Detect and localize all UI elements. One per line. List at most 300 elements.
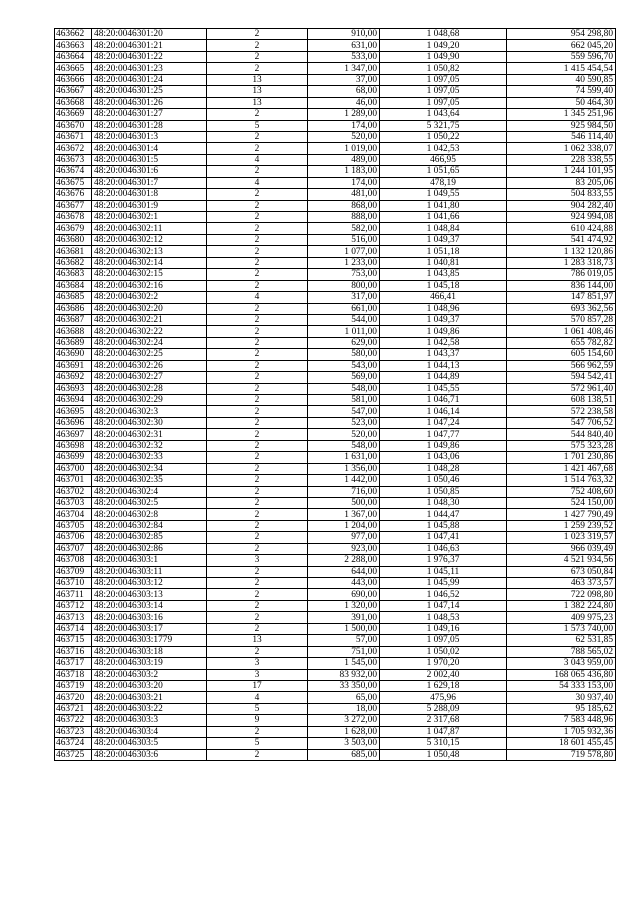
category-code-cell: 2 xyxy=(207,578,308,589)
cadastral-value-cell: 1 573 740,00 xyxy=(507,623,616,634)
table-row xyxy=(55,440,616,451)
cadastral-number-cell: 48:20:0046302:35 xyxy=(92,475,207,486)
specific-value-cell: 466,95 xyxy=(380,154,507,165)
cadastral-value-cell: 924 994,08 xyxy=(507,212,616,223)
area-cell: 888,00 xyxy=(308,212,380,223)
category-code-cell: 2 xyxy=(207,349,308,360)
cadastral-value-cell: 693 362,56 xyxy=(507,303,616,314)
table-row xyxy=(55,234,616,245)
cadastral-number-cell: 48:20:0046301:6 xyxy=(92,166,207,177)
cadastral-value-cell: 1 705 932,36 xyxy=(507,726,616,737)
specific-value-cell: 1 049,86 xyxy=(380,326,507,337)
area-cell: 391,00 xyxy=(308,612,380,623)
specific-value-cell: 1 048,96 xyxy=(380,303,507,314)
row-number-cell: 463681 xyxy=(55,246,92,257)
cadastral-value-cell: 605 154,60 xyxy=(507,349,616,360)
cadastral-number-cell: 48:20:0046301:22 xyxy=(92,51,207,62)
cadastral-number-cell: 48:20:0046301:20 xyxy=(92,29,207,40)
area-cell: 580,00 xyxy=(308,349,380,360)
category-code-cell: 9 xyxy=(207,715,308,726)
row-number-cell: 463704 xyxy=(55,509,92,520)
category-code-cell: 2 xyxy=(207,726,308,737)
specific-value-cell: 1 044,13 xyxy=(380,360,507,371)
cadastral-value-cell: 954 298,80 xyxy=(507,29,616,40)
specific-value-cell: 1 050,82 xyxy=(380,63,507,74)
specific-value-cell: 1 046,52 xyxy=(380,589,507,600)
row-number-cell: 463684 xyxy=(55,280,92,291)
cadastral-number-cell: 48:20:0046302:5 xyxy=(92,497,207,508)
area-cell: 753,00 xyxy=(308,269,380,280)
cadastral-value-cell: 62 531,85 xyxy=(507,635,616,646)
table-row xyxy=(55,395,616,406)
cadastral-value-cell: 547 706,52 xyxy=(507,417,616,428)
category-code-cell: 2 xyxy=(207,543,308,554)
area-cell: 1 011,00 xyxy=(308,326,380,337)
cadastral-value-cell: 83 205,06 xyxy=(507,177,616,188)
category-code-cell: 2 xyxy=(207,383,308,394)
row-number-cell: 463682 xyxy=(55,257,92,268)
area-cell: 65,00 xyxy=(308,692,380,703)
area-cell: 1 367,00 xyxy=(308,509,380,520)
table-row xyxy=(55,120,616,131)
cadastral-value-cell: 925 984,50 xyxy=(507,120,616,131)
specific-value-cell: 1 050,46 xyxy=(380,475,507,486)
cadastral-number-cell: 48:20:0046301:3 xyxy=(92,131,207,142)
cadastral-value-cell: 1 061 408,46 xyxy=(507,326,616,337)
cadastral-number-cell: 48:20:0046301:5 xyxy=(92,154,207,165)
area-cell: 685,00 xyxy=(308,749,380,760)
specific-value-cell: 1 097,05 xyxy=(380,86,507,97)
table-row xyxy=(55,109,616,120)
land-parcel-table xyxy=(54,28,616,761)
category-code-cell: 2 xyxy=(207,109,308,120)
cadastral-number-cell: 48:20:0046302:24 xyxy=(92,337,207,348)
table-row xyxy=(55,63,616,74)
table-row xyxy=(55,417,616,428)
cadastral-number-cell: 48:20:0046302:21 xyxy=(92,314,207,325)
table-row xyxy=(55,372,616,383)
cadastral-number-cell: 48:20:0046302:86 xyxy=(92,543,207,554)
specific-value-cell: 1 047,77 xyxy=(380,429,507,440)
cadastral-number-cell: 48:20:0046301:27 xyxy=(92,109,207,120)
category-code-cell: 2 xyxy=(207,395,308,406)
row-number-cell: 463717 xyxy=(55,658,92,669)
table-row xyxy=(55,520,616,531)
table-row xyxy=(55,97,616,108)
table-row xyxy=(55,86,616,97)
row-number-cell: 463676 xyxy=(55,189,92,200)
cadastral-number-cell: 48:20:0046302:16 xyxy=(92,280,207,291)
row-number-cell: 463685 xyxy=(55,292,92,303)
category-code-cell: 4 xyxy=(207,292,308,303)
table-row xyxy=(55,200,616,211)
category-code-cell: 2 xyxy=(207,223,308,234)
cadastral-number-cell: 48:20:0046302:33 xyxy=(92,452,207,463)
area-cell: 1 545,00 xyxy=(308,658,380,669)
area-cell: 1 347,00 xyxy=(308,63,380,74)
row-number-cell: 463697 xyxy=(55,429,92,440)
cadastral-number-cell: 48:20:0046302:15 xyxy=(92,269,207,280)
table-row xyxy=(55,349,616,360)
category-code-cell: 5 xyxy=(207,120,308,131)
cadastral-number-cell: 48:20:0046302:34 xyxy=(92,463,207,474)
specific-value-cell: 1 048,28 xyxy=(380,463,507,474)
specific-value-cell: 1 047,87 xyxy=(380,726,507,737)
category-code-cell: 2 xyxy=(207,63,308,74)
category-code-cell: 2 xyxy=(207,257,308,268)
category-code-cell: 2 xyxy=(207,452,308,463)
category-code-cell: 2 xyxy=(207,40,308,51)
cadastral-value-cell: 463 373,57 xyxy=(507,578,616,589)
area-cell: 1 356,00 xyxy=(308,463,380,474)
area-cell: 868,00 xyxy=(308,200,380,211)
area-cell: 68,00 xyxy=(308,86,380,97)
cadastral-value-cell: 147 851,97 xyxy=(507,292,616,303)
row-number-cell: 463669 xyxy=(55,109,92,120)
cadastral-number-cell: 48:20:0046303:21 xyxy=(92,692,207,703)
table-row xyxy=(55,383,616,394)
table-row xyxy=(55,646,616,657)
category-code-cell: 2 xyxy=(207,475,308,486)
cadastral-number-cell: 48:20:0046302:20 xyxy=(92,303,207,314)
cadastral-value-cell: 662 045,20 xyxy=(507,40,616,51)
cadastral-value-cell: 3 043 959,00 xyxy=(507,658,616,669)
row-number-cell: 463698 xyxy=(55,440,92,451)
table-row xyxy=(55,703,616,714)
table-row xyxy=(55,166,616,177)
area-cell: 1 289,00 xyxy=(308,109,380,120)
cadastral-value-cell: 1 023 319,57 xyxy=(507,532,616,543)
cadastral-number-cell: 48:20:0046303:1779 xyxy=(92,635,207,646)
category-code-cell: 2 xyxy=(207,429,308,440)
category-code-cell: 5 xyxy=(207,703,308,714)
specific-value-cell: 2 317,68 xyxy=(380,715,507,726)
table-row xyxy=(55,749,616,760)
specific-value-cell: 1 040,81 xyxy=(380,257,507,268)
row-number-cell: 463723 xyxy=(55,726,92,737)
cadastral-value-cell: 752 408,60 xyxy=(507,486,616,497)
table-row xyxy=(55,269,616,280)
row-number-cell: 463696 xyxy=(55,417,92,428)
category-code-cell: 2 xyxy=(207,497,308,508)
cadastral-value-cell: 544 840,40 xyxy=(507,429,616,440)
table-row xyxy=(55,475,616,486)
specific-value-cell: 1 047,41 xyxy=(380,532,507,543)
row-number-cell: 463718 xyxy=(55,669,92,680)
specific-value-cell: 1 049,20 xyxy=(380,40,507,51)
area-cell: 520,00 xyxy=(308,429,380,440)
cadastral-value-cell: 1 345 251,96 xyxy=(507,109,616,120)
row-number-cell: 463686 xyxy=(55,303,92,314)
cadastral-value-cell: 30 937,40 xyxy=(507,692,616,703)
cadastral-number-cell: 48:20:0046302:13 xyxy=(92,246,207,257)
cadastral-number-cell: 48:20:0046302:14 xyxy=(92,257,207,268)
row-number-cell: 463675 xyxy=(55,177,92,188)
row-number-cell: 463708 xyxy=(55,555,92,566)
cadastral-number-cell: 48:20:0046302:29 xyxy=(92,395,207,406)
specific-value-cell: 1 043,85 xyxy=(380,269,507,280)
area-cell: 548,00 xyxy=(308,440,380,451)
area-cell: 910,00 xyxy=(308,29,380,40)
category-code-cell: 13 xyxy=(207,86,308,97)
cadastral-value-cell: 610 424,88 xyxy=(507,223,616,234)
area-cell: 543,00 xyxy=(308,360,380,371)
row-number-cell: 463725 xyxy=(55,749,92,760)
cadastral-number-cell: 48:20:0046302:8 xyxy=(92,509,207,520)
cadastral-number-cell: 48:20:0046303:16 xyxy=(92,612,207,623)
category-code-cell: 2 xyxy=(207,509,308,520)
table-row xyxy=(55,74,616,85)
cadastral-value-cell: 524 150,00 xyxy=(507,497,616,508)
table-row xyxy=(55,246,616,257)
area-cell: 1 442,00 xyxy=(308,475,380,486)
specific-value-cell: 1 045,11 xyxy=(380,566,507,577)
area-cell: 661,00 xyxy=(308,303,380,314)
row-number-cell: 463710 xyxy=(55,578,92,589)
specific-value-cell: 1 044,89 xyxy=(380,372,507,383)
specific-value-cell: 1 049,90 xyxy=(380,51,507,62)
row-number-cell: 463702 xyxy=(55,486,92,497)
cadastral-number-cell: 48:20:0046301:8 xyxy=(92,189,207,200)
table-row xyxy=(55,154,616,165)
table-row xyxy=(55,326,616,337)
row-number-cell: 463667 xyxy=(55,86,92,97)
cadastral-number-cell: 48:20:0046303:20 xyxy=(92,680,207,691)
table-row xyxy=(55,543,616,554)
category-code-cell: 4 xyxy=(207,154,308,165)
area-cell: 523,00 xyxy=(308,417,380,428)
area-cell: 716,00 xyxy=(308,486,380,497)
area-cell: 37,00 xyxy=(308,74,380,85)
category-code-cell: 2 xyxy=(207,143,308,154)
table-row xyxy=(55,131,616,142)
cadastral-value-cell: 1 421 467,68 xyxy=(507,463,616,474)
table-row xyxy=(55,658,616,669)
area-cell: 3 272,00 xyxy=(308,715,380,726)
row-number-cell: 463692 xyxy=(55,372,92,383)
specific-value-cell: 1 045,55 xyxy=(380,383,507,394)
specific-value-cell: 1 042,53 xyxy=(380,143,507,154)
area-cell: 548,00 xyxy=(308,383,380,394)
cadastral-value-cell: 719 578,80 xyxy=(507,749,616,760)
row-number-cell: 463709 xyxy=(55,566,92,577)
category-code-cell: 2 xyxy=(207,280,308,291)
row-number-cell: 463714 xyxy=(55,623,92,634)
category-code-cell: 2 xyxy=(207,463,308,474)
cadastral-value-cell: 541 474,92 xyxy=(507,234,616,245)
category-code-cell: 2 xyxy=(207,612,308,623)
area-cell: 18,00 xyxy=(308,703,380,714)
cadastral-value-cell: 608 138,51 xyxy=(507,395,616,406)
area-cell: 489,00 xyxy=(308,154,380,165)
area-cell: 1 077,00 xyxy=(308,246,380,257)
cadastral-value-cell: 722 098,80 xyxy=(507,589,616,600)
cadastral-value-cell: 7 583 448,96 xyxy=(507,715,616,726)
area-cell: 582,00 xyxy=(308,223,380,234)
specific-value-cell: 1 043,64 xyxy=(380,109,507,120)
category-code-cell: 2 xyxy=(207,749,308,760)
table-row xyxy=(55,680,616,691)
cadastral-value-cell: 566 962,59 xyxy=(507,360,616,371)
area-cell: 516,00 xyxy=(308,234,380,245)
cadastral-number-cell: 48:20:0046303:2 xyxy=(92,669,207,680)
category-code-cell: 2 xyxy=(207,623,308,634)
category-code-cell: 2 xyxy=(207,234,308,245)
row-number-cell: 463665 xyxy=(55,63,92,74)
row-number-cell: 463664 xyxy=(55,51,92,62)
specific-value-cell: 1 045,18 xyxy=(380,280,507,291)
row-number-cell: 463722 xyxy=(55,715,92,726)
specific-value-cell: 2 002,40 xyxy=(380,669,507,680)
row-number-cell: 463695 xyxy=(55,406,92,417)
specific-value-cell: 1 041,66 xyxy=(380,212,507,223)
cadastral-number-cell: 48:20:0046303:4 xyxy=(92,726,207,737)
specific-value-cell: 5 321,75 xyxy=(380,120,507,131)
specific-value-cell: 1 048,68 xyxy=(380,29,507,40)
cadastral-value-cell: 966 039,49 xyxy=(507,543,616,554)
area-cell: 1 019,00 xyxy=(308,143,380,154)
row-number-cell: 463720 xyxy=(55,692,92,703)
table-row xyxy=(55,337,616,348)
cadastral-value-cell: 54 333 153,00 xyxy=(507,680,616,691)
category-code-cell: 2 xyxy=(207,646,308,657)
cadastral-value-cell: 655 782,82 xyxy=(507,337,616,348)
category-code-cell: 2 xyxy=(207,440,308,451)
table-row xyxy=(55,497,616,508)
cadastral-value-cell: 594 542,41 xyxy=(507,372,616,383)
cadastral-value-cell: 904 282,40 xyxy=(507,200,616,211)
cadastral-number-cell: 48:20:0046302:32 xyxy=(92,440,207,451)
cadastral-value-cell: 559 596,70 xyxy=(507,51,616,62)
row-number-cell: 463724 xyxy=(55,738,92,749)
specific-value-cell: 1 049,55 xyxy=(380,189,507,200)
row-number-cell: 463694 xyxy=(55,395,92,406)
cadastral-value-cell: 50 464,30 xyxy=(507,97,616,108)
category-code-cell: 4 xyxy=(207,177,308,188)
table-row xyxy=(55,635,616,646)
area-cell: 1 500,00 xyxy=(308,623,380,634)
area-cell: 751,00 xyxy=(308,646,380,657)
row-number-cell: 463666 xyxy=(55,74,92,85)
cadastral-number-cell: 48:20:0046302:84 xyxy=(92,520,207,531)
cadastral-number-cell: 48:20:0046303:13 xyxy=(92,589,207,600)
category-code-cell: 2 xyxy=(207,326,308,337)
row-number-cell: 463688 xyxy=(55,326,92,337)
row-number-cell: 463706 xyxy=(55,532,92,543)
area-cell: 547,00 xyxy=(308,406,380,417)
table-row xyxy=(55,509,616,520)
row-number-cell: 463680 xyxy=(55,234,92,245)
category-code-cell: 13 xyxy=(207,97,308,108)
category-code-cell: 2 xyxy=(207,406,308,417)
table-row xyxy=(55,623,616,634)
table-body xyxy=(55,29,616,761)
cadastral-number-cell: 48:20:0046303:22 xyxy=(92,703,207,714)
area-cell: 443,00 xyxy=(308,578,380,589)
table-row xyxy=(55,566,616,577)
cadastral-value-cell: 1 132 120,86 xyxy=(507,246,616,257)
area-cell: 800,00 xyxy=(308,280,380,291)
row-number-cell: 463672 xyxy=(55,143,92,154)
table-row xyxy=(55,715,616,726)
row-number-cell: 463677 xyxy=(55,200,92,211)
cadastral-value-cell: 570 857,28 xyxy=(507,314,616,325)
cadastral-value-cell: 1 415 454,54 xyxy=(507,63,616,74)
table-row xyxy=(55,143,616,154)
row-number-cell: 463703 xyxy=(55,497,92,508)
table-row xyxy=(55,314,616,325)
category-code-cell: 2 xyxy=(207,166,308,177)
cadastral-number-cell: 48:20:0046303:6 xyxy=(92,749,207,760)
table-row xyxy=(55,669,616,680)
area-cell: 1 233,00 xyxy=(308,257,380,268)
cadastral-number-cell: 48:20:0046301:7 xyxy=(92,177,207,188)
area-cell: 1 320,00 xyxy=(308,600,380,611)
category-code-cell: 2 xyxy=(207,51,308,62)
specific-value-cell: 466,41 xyxy=(380,292,507,303)
cadastral-number-cell: 48:20:0046303:3 xyxy=(92,715,207,726)
specific-value-cell: 1 050,48 xyxy=(380,749,507,760)
cadastral-value-cell: 575 323,28 xyxy=(507,440,616,451)
row-number-cell: 463707 xyxy=(55,543,92,554)
cadastral-number-cell: 48:20:0046301:26 xyxy=(92,97,207,108)
specific-value-cell: 1 049,37 xyxy=(380,234,507,245)
area-cell: 500,00 xyxy=(308,497,380,508)
specific-value-cell: 1 046,71 xyxy=(380,395,507,406)
cadastral-number-cell: 48:20:0046302:22 xyxy=(92,326,207,337)
cadastral-value-cell: 836 144,00 xyxy=(507,280,616,291)
area-cell: 977,00 xyxy=(308,532,380,543)
category-code-cell: 2 xyxy=(207,566,308,577)
cadastral-value-cell: 1 427 790,49 xyxy=(507,509,616,520)
category-code-cell: 2 xyxy=(207,337,308,348)
specific-value-cell: 1 629,18 xyxy=(380,680,507,691)
table-row xyxy=(55,212,616,223)
area-cell: 83 932,00 xyxy=(308,669,380,680)
category-code-cell: 2 xyxy=(207,303,308,314)
category-code-cell: 2 xyxy=(207,246,308,257)
cadastral-number-cell: 48:20:0046302:28 xyxy=(92,383,207,394)
cadastral-value-cell: 168 065 436,80 xyxy=(507,669,616,680)
cadastral-value-cell: 1 062 338,07 xyxy=(507,143,616,154)
cadastral-value-cell: 95 185,62 xyxy=(507,703,616,714)
table-row xyxy=(55,257,616,268)
cadastral-number-cell: 48:20:0046301:4 xyxy=(92,143,207,154)
row-number-cell: 463716 xyxy=(55,646,92,657)
specific-value-cell: 1 042,58 xyxy=(380,337,507,348)
row-number-cell: 463715 xyxy=(55,635,92,646)
area-cell: 57,00 xyxy=(308,635,380,646)
cadastral-number-cell: 48:20:0046302:1 xyxy=(92,212,207,223)
category-code-cell: 4 xyxy=(207,692,308,703)
table-row xyxy=(55,177,616,188)
row-number-cell: 463674 xyxy=(55,166,92,177)
row-number-cell: 463712 xyxy=(55,600,92,611)
area-cell: 174,00 xyxy=(308,120,380,131)
table-row xyxy=(55,280,616,291)
area-cell: 629,00 xyxy=(308,337,380,348)
cadastral-number-cell: 48:20:0046302:85 xyxy=(92,532,207,543)
cadastral-number-cell: 48:20:0046301:9 xyxy=(92,200,207,211)
specific-value-cell: 1 046,14 xyxy=(380,406,507,417)
area-cell: 690,00 xyxy=(308,589,380,600)
area-cell: 1 204,00 xyxy=(308,520,380,531)
category-code-cell: 2 xyxy=(207,200,308,211)
cadastral-value-cell: 228 338,55 xyxy=(507,154,616,165)
cadastral-value-cell: 409 975,23 xyxy=(507,612,616,623)
cadastral-number-cell: 48:20:0046302:25 xyxy=(92,349,207,360)
area-cell: 631,00 xyxy=(308,40,380,51)
